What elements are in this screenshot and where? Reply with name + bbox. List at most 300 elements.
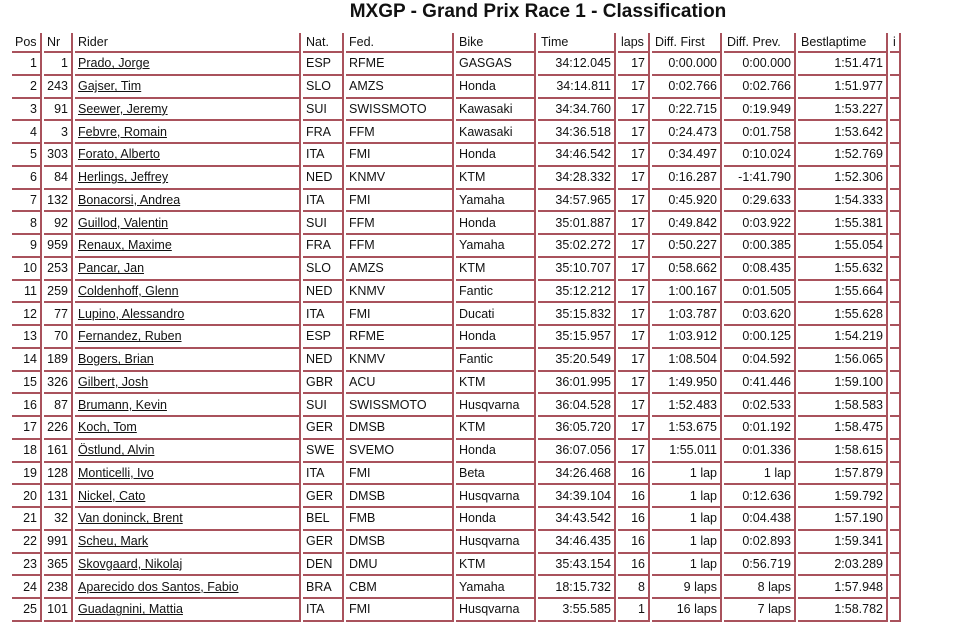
column-header-nr[interactable]: Nr	[44, 33, 73, 53]
cell-diff-first: 0:24.473	[652, 121, 722, 144]
cell-diff-prev: 7 laps	[724, 599, 796, 622]
cell-fed: DMSB	[346, 531, 454, 554]
cell-nat: NED	[303, 349, 344, 372]
cell-diff-prev: 8 laps	[724, 576, 796, 599]
cell-diff-prev: 0:08.435	[724, 258, 796, 281]
rider-link[interactable]: Renaux, Maxime	[78, 238, 172, 253]
cell-pos: 10	[12, 258, 42, 281]
cell-nr: 226	[44, 417, 73, 440]
cell-extra	[890, 281, 901, 304]
cell-diff-prev: 0:00.385	[724, 235, 796, 258]
column-header-extra[interactable]: i	[890, 33, 901, 53]
cell-diff-prev: 0:56.719	[724, 554, 796, 577]
cell-nat: GER	[303, 485, 344, 508]
cell-diff-prev: 0:10.024	[724, 144, 796, 167]
cell-bike: Husqvarna	[456, 531, 536, 554]
cell-bestlaptime: 1:55.628	[798, 303, 888, 326]
cell-fed: FMI	[346, 190, 454, 213]
cell-time: 34:36.518	[538, 121, 616, 144]
cell-diff-prev: 0:19.949	[724, 99, 796, 122]
cell-nr: 326	[44, 372, 73, 395]
table-row	[12, 76, 901, 99]
cell-bike: Fantic	[456, 349, 536, 372]
cell-diff-prev: 1 lap	[724, 463, 796, 486]
cell-diff-prev: -1:41.790	[724, 167, 796, 190]
table-row	[12, 144, 901, 167]
cell-nr: 365	[44, 554, 73, 577]
cell-pos: 7	[12, 190, 42, 213]
cell-nr: 91	[44, 99, 73, 122]
cell-nat: BRA	[303, 576, 344, 599]
cell-fed: SVEMO	[346, 440, 454, 463]
cell-nr: 87	[44, 394, 73, 417]
cell-nr: 1	[44, 53, 73, 76]
cell-bestlaptime: 1:57.190	[798, 508, 888, 531]
cell-diff-prev: 0:04.438	[724, 508, 796, 531]
rider-link[interactable]: Herlings, Jeffrey	[78, 170, 169, 185]
cell-extra	[890, 394, 901, 417]
cell-diff-prev: 0:02.893	[724, 531, 796, 554]
cell-pos: 15	[12, 372, 42, 395]
cell-extra	[890, 190, 901, 213]
cell-bike: Husqvarna	[456, 485, 536, 508]
cell-rider	[75, 576, 301, 599]
rider-link[interactable]: Coldenhoff, Glenn	[78, 283, 179, 298]
cell-diff-first: 0:00.000	[652, 53, 722, 76]
cell-rider	[75, 281, 301, 304]
cell-diff-first: 1 lap	[652, 554, 722, 577]
cell-rider	[75, 235, 301, 258]
cell-time: 35:02.272	[538, 235, 616, 258]
table-row	[12, 167, 901, 190]
cell-rider	[75, 599, 301, 622]
cell-bike: Husqvarna	[456, 599, 536, 622]
rider-link[interactable]: Nickel, Cato	[78, 488, 146, 503]
cell-pos: 17	[12, 417, 42, 440]
cell-laps: 17	[618, 258, 650, 281]
cell-fed: ACU	[346, 372, 454, 395]
cell-time: 35:20.549	[538, 349, 616, 372]
cell-nr: 991	[44, 531, 73, 554]
cell-diff-first: 1:08.504	[652, 349, 722, 372]
table-row	[12, 121, 901, 144]
cell-laps: 17	[618, 394, 650, 417]
cell-rider	[75, 167, 301, 190]
table-row	[12, 576, 901, 599]
cell-bike: Yamaha	[456, 190, 536, 213]
cell-bestlaptime: 1:57.948	[798, 576, 888, 599]
cell-diff-first: 0:22.715	[652, 99, 722, 122]
table-row	[12, 372, 901, 395]
cell-extra	[890, 349, 901, 372]
cell-bike: KTM	[456, 554, 536, 577]
cell-rider	[75, 303, 301, 326]
cell-time: 34:57.965	[538, 190, 616, 213]
cell-bestlaptime: 1:58.782	[798, 599, 888, 622]
cell-nat: ITA	[303, 463, 344, 486]
cell-bike: Yamaha	[456, 576, 536, 599]
column-header-bike[interactable]: Bike	[456, 33, 536, 53]
cell-diff-first: 0:16.287	[652, 167, 722, 190]
cell-bestlaptime: 1:59.100	[798, 372, 888, 395]
table-header-row	[12, 33, 901, 53]
cell-diff-prev: 0:03.620	[724, 303, 796, 326]
column-header-diff-first[interactable]: Diff. First	[652, 33, 722, 53]
cell-nat: NED	[303, 167, 344, 190]
rider-link[interactable]: Aparecido dos Santos, Fabio	[78, 579, 239, 594]
cell-nr: 101	[44, 599, 73, 622]
cell-extra	[890, 76, 901, 99]
rider-link[interactable]: Guadagnini, Mattia	[78, 602, 183, 617]
rider-link[interactable]: Fernandez, Ruben	[78, 329, 182, 344]
cell-rider	[75, 372, 301, 395]
cell-nat: NED	[303, 281, 344, 304]
cell-pos: 5	[12, 144, 42, 167]
cell-rider	[75, 531, 301, 554]
rider-link[interactable]: Monticelli, Ivo	[78, 465, 154, 480]
cell-bike: KTM	[456, 258, 536, 281]
cell-diff-first: 1:03.912	[652, 326, 722, 349]
cell-time: 35:12.212	[538, 281, 616, 304]
cell-laps: 8	[618, 576, 650, 599]
cell-diff-prev: 0:01.336	[724, 440, 796, 463]
cell-nr: 189	[44, 349, 73, 372]
cell-extra	[890, 53, 901, 76]
cell-time: 34:39.104	[538, 485, 616, 508]
table-row	[12, 190, 901, 213]
cell-pos: 9	[12, 235, 42, 258]
cell-rider	[75, 463, 301, 486]
column-header-nat[interactable]: Nat.	[303, 33, 344, 53]
cell-diff-first: 0:50.227	[652, 235, 722, 258]
table-row	[12, 303, 901, 326]
cell-nat: GBR	[303, 372, 344, 395]
column-header-laps[interactable]: laps	[618, 33, 650, 53]
table-row	[12, 599, 901, 622]
cell-diff-first: 1:00.167	[652, 281, 722, 304]
table-row	[12, 485, 901, 508]
cell-pos: 4	[12, 121, 42, 144]
cell-pos: 20	[12, 485, 42, 508]
cell-pos: 16	[12, 394, 42, 417]
cell-bestlaptime: 1:51.977	[798, 76, 888, 99]
cell-bike: Honda	[456, 440, 536, 463]
cell-laps: 16	[618, 485, 650, 508]
rider-link[interactable]: Pancar, Jan	[78, 261, 145, 276]
cell-diff-first: 0:49.842	[652, 212, 722, 235]
cell-diff-first: 0:34.497	[652, 144, 722, 167]
cell-time: 34:46.435	[538, 531, 616, 554]
cell-nat: ITA	[303, 144, 344, 167]
cell-time: 35:01.887	[538, 212, 616, 235]
cell-diff-prev: 0:02.533	[724, 394, 796, 417]
table-row	[12, 53, 901, 76]
cell-nr: 3	[44, 121, 73, 144]
cell-bike: KTM	[456, 167, 536, 190]
cell-laps: 1	[618, 599, 650, 622]
cell-diff-first: 0:02.766	[652, 76, 722, 99]
cell-bestlaptime: 1:57.879	[798, 463, 888, 486]
cell-diff-first: 1:52.483	[652, 394, 722, 417]
cell-bike: Yamaha	[456, 235, 536, 258]
cell-nat: DEN	[303, 554, 344, 577]
cell-bestlaptime: 1:53.227	[798, 99, 888, 122]
cell-bike: Kawasaki	[456, 99, 536, 122]
rider-link[interactable]: Gajser, Tim	[78, 79, 142, 94]
cell-time: 35:43.154	[538, 554, 616, 577]
rider-link[interactable]: Lupino, Alessandro	[78, 306, 185, 321]
cell-diff-prev: 0:12.636	[724, 485, 796, 508]
cell-extra	[890, 417, 901, 440]
cell-rider	[75, 258, 301, 281]
page-title: MXGP - Grand Prix Race 1 - Classification	[349, 1, 727, 22]
cell-extra	[890, 326, 901, 349]
cell-time: 35:15.957	[538, 326, 616, 349]
cell-diff-first: 0:58.662	[652, 258, 722, 281]
cell-fed: DMSB	[346, 417, 454, 440]
cell-nr: 77	[44, 303, 73, 326]
cell-laps: 17	[618, 99, 650, 122]
cell-bestlaptime: 1:55.632	[798, 258, 888, 281]
cell-diff-prev: 0:03.922	[724, 212, 796, 235]
column-header-pos[interactable]: Pos	[12, 33, 42, 53]
cell-extra	[890, 212, 901, 235]
cell-pos: 23	[12, 554, 42, 577]
column-header-fed[interactable]: Fed.	[346, 33, 454, 53]
cell-nat: GER	[303, 417, 344, 440]
cell-extra	[890, 508, 901, 531]
table-row	[12, 258, 901, 281]
cell-time: 3:55.585	[538, 599, 616, 622]
cell-time: 36:01.995	[538, 372, 616, 395]
cell-rider	[75, 485, 301, 508]
cell-extra	[890, 258, 901, 281]
cell-laps: 17	[618, 235, 650, 258]
cell-extra	[890, 167, 901, 190]
cell-pos: 8	[12, 212, 42, 235]
cell-diff-first: 1 lap	[652, 463, 722, 486]
cell-rider	[75, 440, 301, 463]
cell-time: 34:12.045	[538, 53, 616, 76]
table-row	[12, 508, 901, 531]
cell-fed: FMB	[346, 508, 454, 531]
cell-nat: ITA	[303, 303, 344, 326]
cell-rider	[75, 394, 301, 417]
cell-laps: 16	[618, 508, 650, 531]
cell-time: 36:04.528	[538, 394, 616, 417]
cell-pos: 22	[12, 531, 42, 554]
column-header-time[interactable]: Time	[538, 33, 616, 53]
cell-laps: 17	[618, 212, 650, 235]
column-header-rider[interactable]: Rider	[75, 33, 301, 53]
table-row	[12, 531, 901, 554]
cell-bike: Honda	[456, 212, 536, 235]
table-row	[12, 235, 901, 258]
cell-bestlaptime: 1:55.381	[798, 212, 888, 235]
rider-link[interactable]: Brumann, Kevin	[78, 397, 167, 412]
cell-diff-first: 1:55.011	[652, 440, 722, 463]
cell-nat: SLO	[303, 258, 344, 281]
rider-link[interactable]: Scheu, Mark	[78, 534, 149, 549]
cell-nr: 959	[44, 235, 73, 258]
cell-nat: FRA	[303, 121, 344, 144]
cell-nat: SWE	[303, 440, 344, 463]
cell-rider	[75, 76, 301, 99]
cell-nat: ESP	[303, 53, 344, 76]
rider-link[interactable]: Bonacorsi, Andrea	[78, 192, 181, 207]
rider-link[interactable]: Prado, Jorge	[78, 56, 150, 71]
cell-nr: 253	[44, 258, 73, 281]
cell-nr: 84	[44, 167, 73, 190]
cell-pos: 14	[12, 349, 42, 372]
cell-extra	[890, 463, 901, 486]
cell-extra	[890, 599, 901, 622]
cell-bestlaptime: 1:52.306	[798, 167, 888, 190]
cell-laps: 17	[618, 144, 650, 167]
rider-link[interactable]: Skovgaard, Nikolaj	[78, 556, 183, 571]
cell-nr: 128	[44, 463, 73, 486]
cell-bike: GASGAS	[456, 53, 536, 76]
cell-fed: RFME	[346, 326, 454, 349]
rider-link[interactable]: Gilbert, Josh	[78, 374, 149, 389]
cell-fed: CBM	[346, 576, 454, 599]
cell-pos: 19	[12, 463, 42, 486]
rider-link[interactable]: Seewer, Jeremy	[78, 101, 168, 116]
cell-bike: KTM	[456, 417, 536, 440]
cell-nat: ITA	[303, 190, 344, 213]
cell-extra	[890, 303, 901, 326]
cell-nr: 32	[44, 508, 73, 531]
cell-nr: 238	[44, 576, 73, 599]
cell-nr: 243	[44, 76, 73, 99]
cell-nat: ITA	[303, 599, 344, 622]
cell-pos: 21	[12, 508, 42, 531]
cell-extra	[890, 440, 901, 463]
cell-pos: 2	[12, 76, 42, 99]
cell-fed: DMSB	[346, 485, 454, 508]
table-row	[12, 554, 901, 577]
cell-extra	[890, 554, 901, 577]
cell-laps: 17	[618, 121, 650, 144]
cell-pos: 13	[12, 326, 42, 349]
rider-link[interactable]: Koch, Tom	[78, 420, 137, 435]
rider-link[interactable]: Östlund, Alvin	[78, 443, 155, 458]
cell-nat: GER	[303, 531, 344, 554]
cell-laps: 17	[618, 281, 650, 304]
cell-extra	[890, 99, 901, 122]
cell-nr: 92	[44, 212, 73, 235]
cell-diff-first: 16 laps	[652, 599, 722, 622]
cell-diff-first: 1 lap	[652, 531, 722, 554]
cell-diff-prev: 0:02.766	[724, 76, 796, 99]
cell-rider	[75, 349, 301, 372]
cell-bestlaptime: 1:58.583	[798, 394, 888, 417]
cell-fed: FMI	[346, 303, 454, 326]
cell-rider	[75, 121, 301, 144]
cell-laps: 17	[618, 76, 650, 99]
cell-bestlaptime: 1:54.333	[798, 190, 888, 213]
cell-nat: BEL	[303, 508, 344, 531]
cell-bestlaptime: 2:03.289	[798, 554, 888, 577]
column-header-diff-prev[interactable]: Diff. Prev.	[724, 33, 796, 53]
cell-time: 35:10.707	[538, 258, 616, 281]
cell-bike: Honda	[456, 508, 536, 531]
cell-time: 34:14.811	[538, 76, 616, 99]
cell-rider	[75, 326, 301, 349]
cell-time: 34:26.468	[538, 463, 616, 486]
cell-nat: ESP	[303, 326, 344, 349]
cell-pos: 12	[12, 303, 42, 326]
cell-nat: SUI	[303, 99, 344, 122]
cell-fed: KNMV	[346, 349, 454, 372]
cell-bestlaptime: 1:56.065	[798, 349, 888, 372]
cell-bike: Beta	[456, 463, 536, 486]
cell-diff-prev: 0:00.125	[724, 326, 796, 349]
cell-fed: FMI	[346, 463, 454, 486]
cell-laps: 17	[618, 440, 650, 463]
column-header-bestlaptime[interactable]: Bestlaptime	[798, 33, 888, 53]
cell-laps: 17	[618, 53, 650, 76]
cell-pos: 18	[12, 440, 42, 463]
cell-fed: FMI	[346, 144, 454, 167]
cell-nr: 161	[44, 440, 73, 463]
cell-laps: 17	[618, 326, 650, 349]
cell-fed: DMU	[346, 554, 454, 577]
cell-rider	[75, 190, 301, 213]
cell-nr: 303	[44, 144, 73, 167]
cell-fed: AMZS	[346, 258, 454, 281]
cell-fed: FFM	[346, 235, 454, 258]
cell-diff-prev: 0:01.758	[724, 121, 796, 144]
cell-diff-first: 1 lap	[652, 508, 722, 531]
cell-diff-first: 9 laps	[652, 576, 722, 599]
cell-laps: 16	[618, 531, 650, 554]
cell-extra	[890, 485, 901, 508]
cell-bike: Honda	[456, 144, 536, 167]
cell-bestlaptime: 1:52.769	[798, 144, 888, 167]
table-row	[12, 349, 901, 372]
rider-link[interactable]: Febvre, Romain	[78, 124, 167, 139]
table-row	[12, 463, 901, 486]
rider-link[interactable]: Van doninck, Brent	[78, 511, 183, 526]
cell-laps: 17	[618, 417, 650, 440]
rider-link[interactable]: Guillod, Valentin	[78, 215, 169, 230]
cell-bestlaptime: 1:54.219	[798, 326, 888, 349]
cell-time: 34:34.760	[538, 99, 616, 122]
cell-fed: KNMV	[346, 167, 454, 190]
table-row	[12, 417, 901, 440]
cell-extra	[890, 144, 901, 167]
cell-fed: FFM	[346, 121, 454, 144]
table-row	[12, 99, 901, 122]
rider-link[interactable]: Forato, Alberto	[78, 147, 160, 162]
rider-link[interactable]: Bogers, Brian	[78, 352, 154, 367]
cell-time: 34:46.542	[538, 144, 616, 167]
cell-bestlaptime: 1:58.615	[798, 440, 888, 463]
cell-nat: SUI	[303, 212, 344, 235]
cell-diff-prev: 0:01.505	[724, 281, 796, 304]
cell-diff-first: 1:53.675	[652, 417, 722, 440]
cell-bestlaptime: 1:51.471	[798, 53, 888, 76]
cell-time: 34:28.332	[538, 167, 616, 190]
cell-bestlaptime: 1:58.475	[798, 417, 888, 440]
cell-diff-first: 1:49.950	[652, 372, 722, 395]
cell-bike: Kawasaki	[456, 121, 536, 144]
cell-bestlaptime: 1:59.792	[798, 485, 888, 508]
cell-rider	[75, 53, 301, 76]
cell-bestlaptime: 1:55.664	[798, 281, 888, 304]
cell-time: 36:07.056	[538, 440, 616, 463]
